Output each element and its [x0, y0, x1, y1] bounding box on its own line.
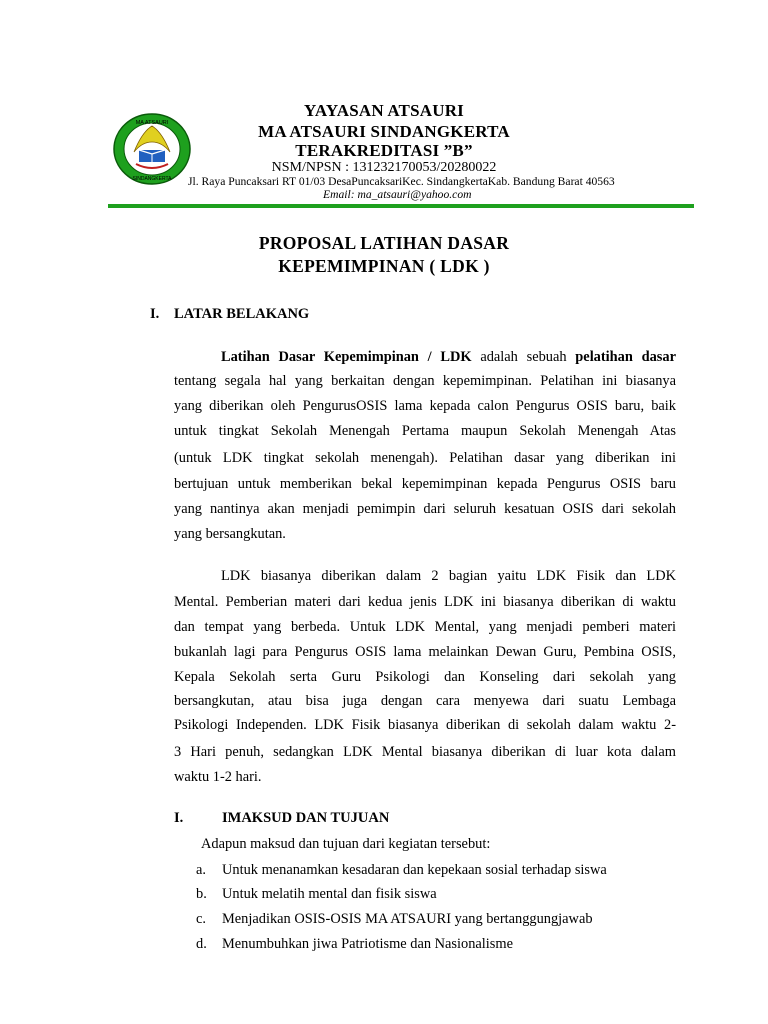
paragraph-line: 3 Hari penuh, sedangkan LDK Mental biasanya diberikan di luar kota dalam: [174, 744, 676, 760]
paragraph-line: yang nantinya akan menjadi pemimpin dari seluruh kesatuan OSIS dari sekolah: [174, 501, 676, 517]
document-title-line1: PROPOSAL LATIHAN DASAR: [258, 233, 510, 253]
section-number: I.: [174, 810, 184, 826]
paragraph-line: waktu 1-2 hari.: [174, 769, 262, 785]
org-name: YAYASAN ATSAURI: [303, 101, 464, 120]
paragraph-line: tentang segala hal yang berkaitan dengan kepemimpinan. Pelatihan ini biasanya: [174, 373, 676, 389]
paragraph-line: LDK biasanya diberikan dalam 2 bagian yaitu LDK Fisik dan LDK: [221, 568, 676, 584]
letterhead-divider: [108, 204, 694, 208]
email: Email: ma_atsauri@yahoo.com: [323, 188, 472, 201]
paragraph-line: Mental. Pemberian materi dari kedua jenis LDK ini biasanya diberikan di waktu: [174, 594, 676, 610]
list-marker: d.: [196, 936, 207, 952]
paragraph-line: untuk tingkat Sekolah Menengah Pertama maupun Sekolah Menengah Atas: [174, 423, 676, 439]
paragraph-line: yang diberikan oleh PengurusOSIS lama kepada calon Pengurus OSIS baru, baik: [174, 398, 676, 414]
paragraph-line: (untuk LDK tingkat sekolah menengah). Pelatihan dasar yang diberikan ini: [174, 450, 676, 466]
list-item: Untuk menanamkan kesadaran dan kepekaan sosial terhadap siswa: [222, 862, 607, 878]
paragraph-line: Kepala Sekolah serta Guru Psikologi dan Konseling dari sekolah yang: [174, 669, 676, 685]
list-marker: c.: [196, 911, 206, 927]
list-item: Untuk melatih mental dan fisik siswa: [222, 886, 437, 902]
paragraph-line: Latihan Dasar Kepemimpinan / LDK adalah sebuah pelatihan dasar: [221, 349, 676, 365]
paragraph-line: yang bersangkutan.: [174, 526, 286, 542]
paragraph-line: bersangkutan, atau bisa juga dengan cara menyewa dari suatu Lembaga: [174, 693, 676, 709]
list-item: Menjadikan OSIS-OSIS MA ATSAURI yang bertanggungjawab: [222, 911, 593, 927]
paragraph-line: dan tempat yang berbeda. Untuk LDK Mental, yang menjadi pemberi materi: [174, 619, 676, 635]
list-marker: a.: [196, 862, 206, 878]
document-title-line2: KEPEMIMPINAN ( LDK ): [278, 256, 490, 276]
school-name: MA ATSAURI SINDANGKERTA: [258, 122, 510, 141]
section-number: I.: [150, 306, 160, 322]
nsm-npsn: NSM/NPSN : 131232170053/20280022: [271, 160, 497, 175]
svg-text:MA ATSAURI: MA ATSAURI: [135, 120, 169, 126]
section-heading: LATAR BELAKANG: [174, 306, 310, 322]
list-intro: Adapun maksud dan tujuan dari kegiatan tersebut:: [201, 836, 491, 852]
accreditation: TERAKREDITASI ”B”: [295, 141, 473, 160]
paragraph-line: bertujuan untuk memberikan bekal kepemimpinan kepada Pengurus OSIS baru: [174, 476, 676, 492]
section-heading: IMAKSUD DAN TUJUAN: [222, 810, 390, 826]
list-marker: b.: [196, 886, 207, 902]
svg-text:SINDANGKERTA: SINDANGKERTA: [132, 176, 172, 182]
paragraph-line: bukanlah lagi para Pengurus OSIS lama melainkan Dewan Guru, Pembina OSIS,: [174, 644, 676, 660]
paragraph-line: Psikologi Independen. LDK Fisik biasanya diberikan di sekolah dalam waktu 2-: [174, 717, 676, 733]
list-item: Menumbuhkan jiwa Patriotisme dan Nasionalisme: [222, 936, 513, 952]
address: Jl. Raya Puncaksari RT 01/03 DesaPuncaksariKec. SindangkertaKab. Bandung Barat 40563: [188, 175, 615, 188]
